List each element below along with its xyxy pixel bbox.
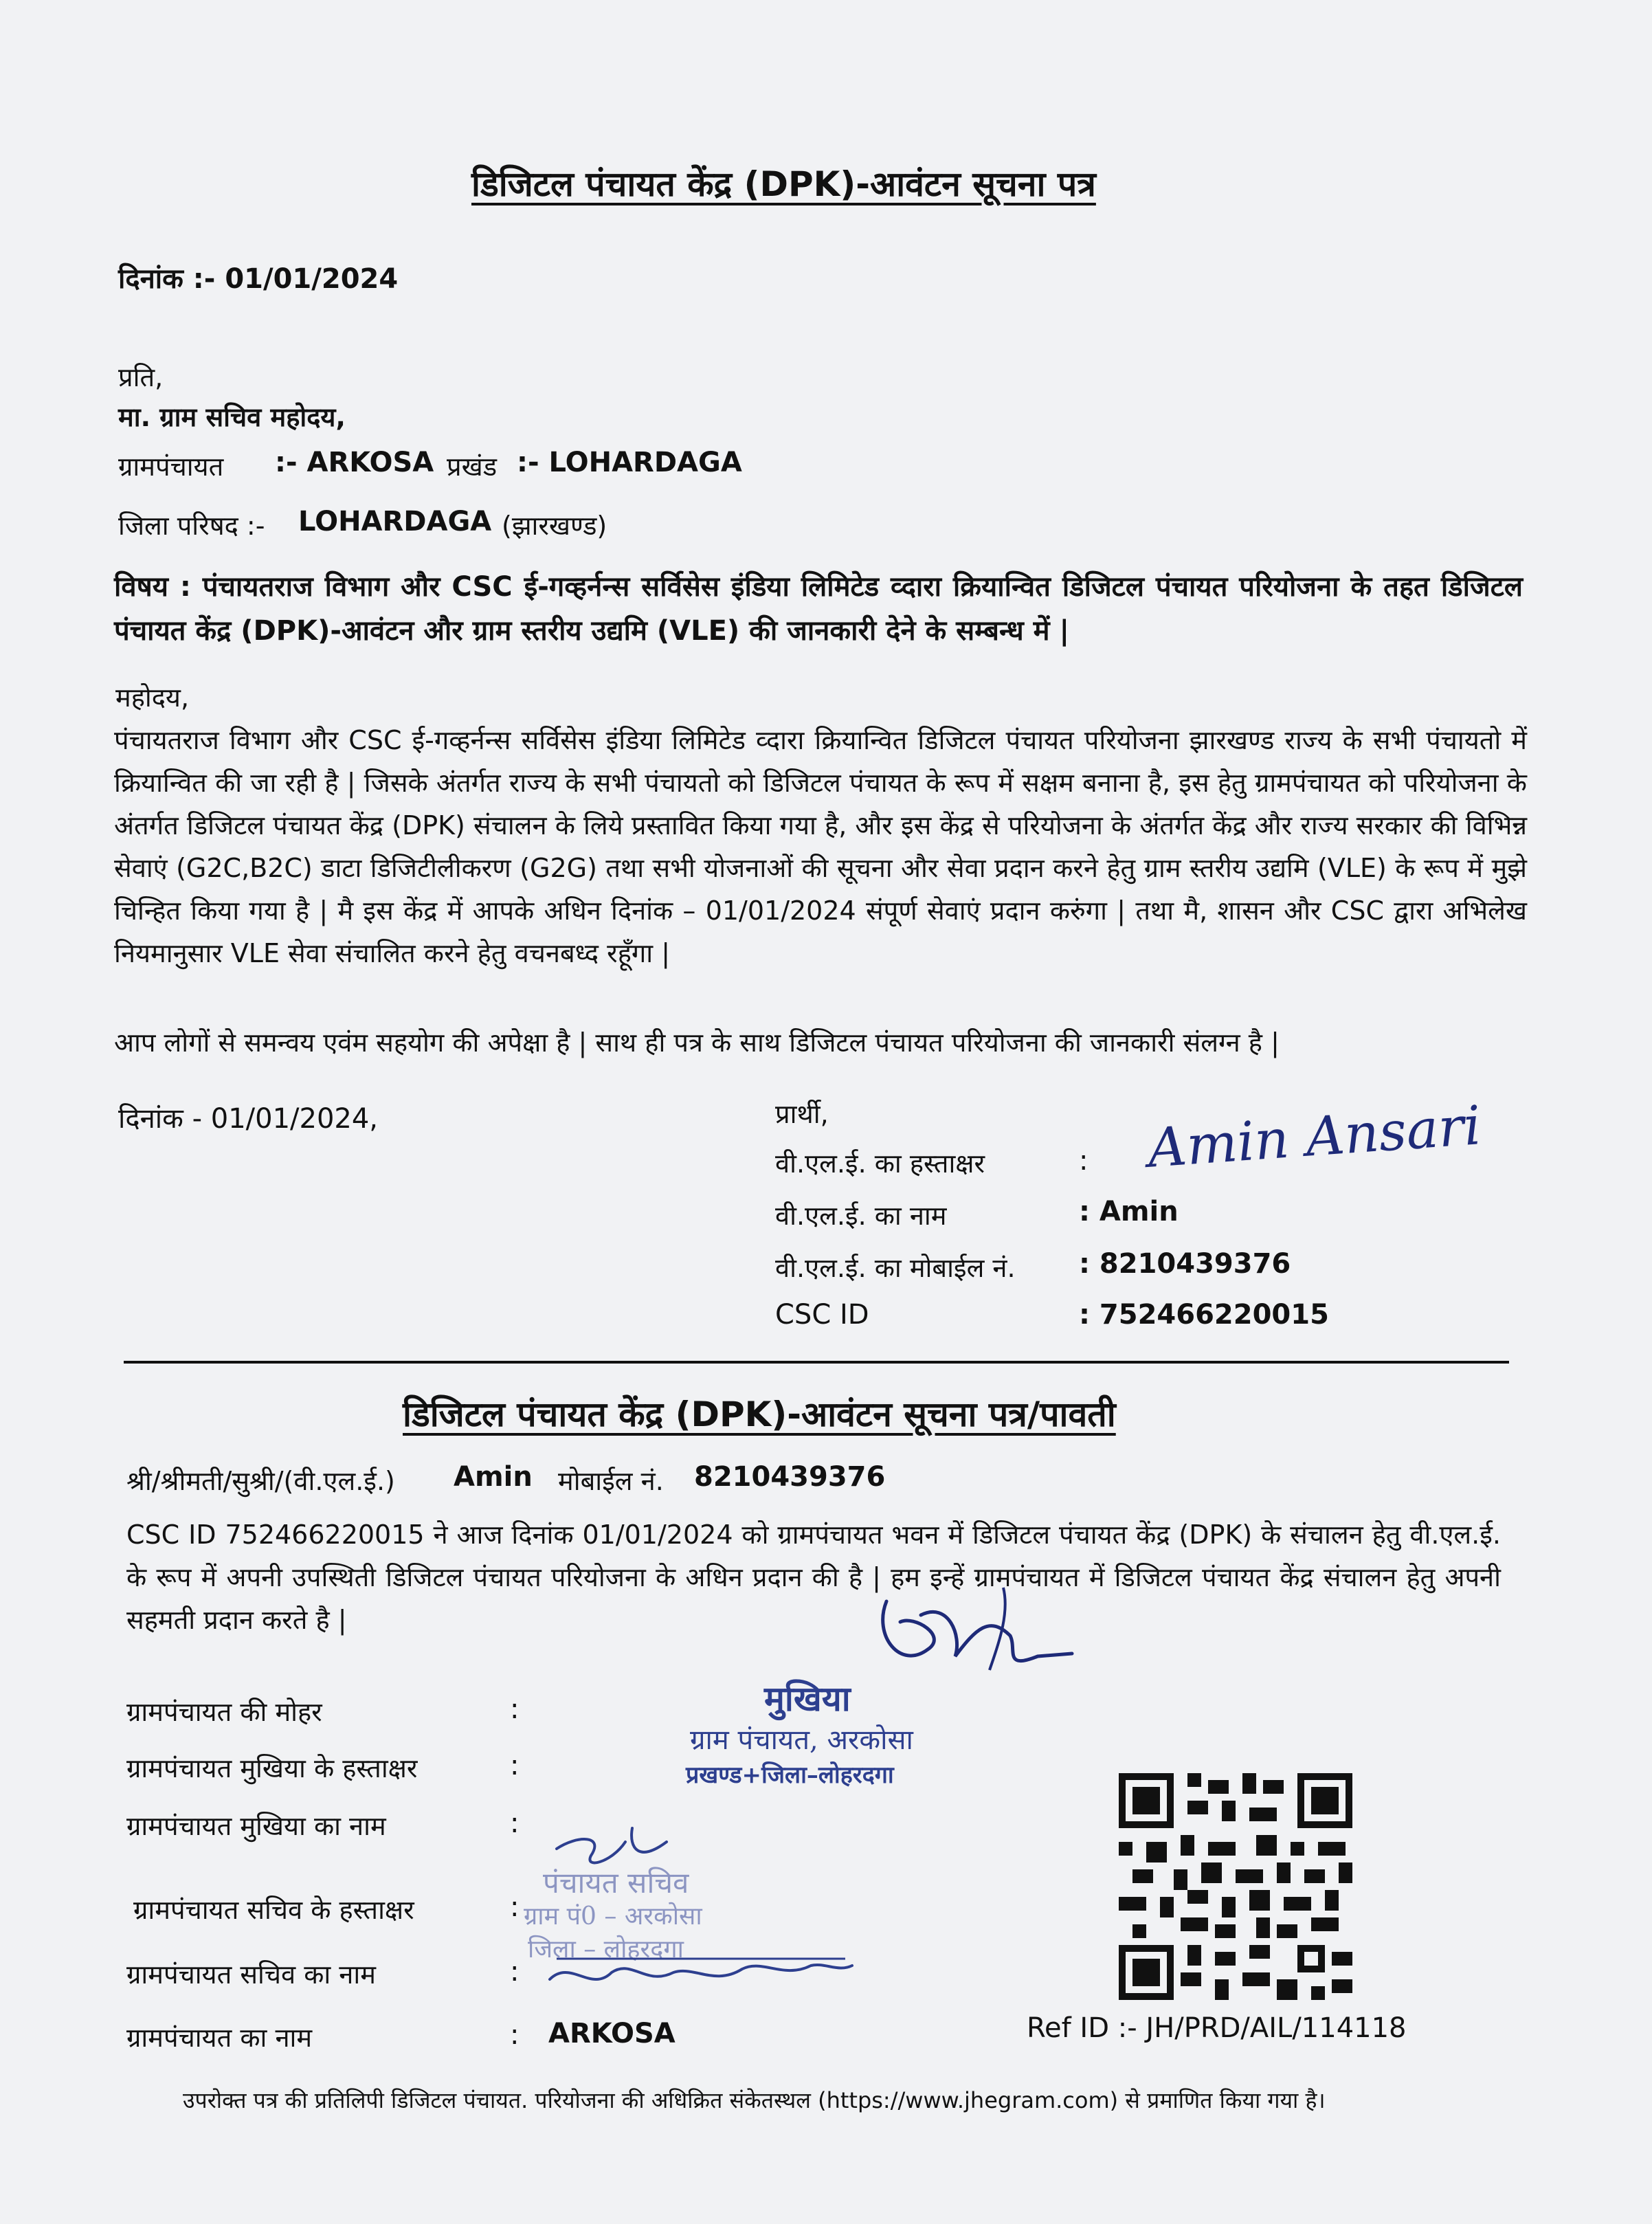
district-label: जिला परिषद :- bbox=[118, 511, 265, 541]
field-label: ग्रामपंचायत सचिव का नाम bbox=[126, 1959, 376, 1990]
csc-id-label: CSC ID bbox=[775, 1299, 869, 1331]
receipt-title: डिजिटल पंचायत केंद्र (DPK)-आवंटन सूचना पत्र/पावती bbox=[403, 1394, 1116, 1434]
stamp-line: ग्राम पंचायत, अरकोसा bbox=[690, 1724, 913, 1756]
letter-date: दिनांक :- 01/01/2024 bbox=[118, 263, 399, 295]
addressee: मा. ग्राम सचिव महोदय, bbox=[118, 402, 346, 432]
body-paragraph: पंचायतराज विभाग और CSC ई-गव्हर्नन्स सर्विसेस इंडिया लिमिटेड व्दारा क्रियान्वित डिजिटल पंचायत परियोजना झारखण्ड राज्य के सभी पंचायतो में क्रियान्वित की जा रही है | जिसके अंतर्गत राज्य के सभी पंचायतो को डिजिटल पंचायत के रूप में सक्षम बनाना है, इस हेतु ग्रामपंचायत को परियोजना के अंतर्गत डिजिटल पंचायत केंद्र (DPK) संचालन के लिये प्रस्तावित किया गया है, और इस केंद्र से परियोजना के अंतर्गत केंद्र और राज्य सरकार की विभिन्न सेवाएं (G2C,B2C) डाटा डिजिटीलीकरण (G2G) तथा सभी योजनाओं की सूचना और सेवा प्रदान करने हेतु ग्राम स्तरीय उद्यमि (VLE) के रूप में मुझे चिन्हित किया गया है | मै इस केंद्र में आपके अधिन दिनांक – 01/01/2024 संपूर्ण सेवाएं प्रदान करुंगा | तथा मै, शासन और CSC द्वारा अभिलेख नियमानुसार VLE सेवा संचालित करने हेतु वचनबध्द रहूँगा | bbox=[114, 725, 1527, 968]
section-divider bbox=[124, 1361, 1509, 1364]
state-label: (झारखण्ड) bbox=[502, 511, 607, 541]
csc-id-value: : 752466220015 bbox=[1079, 1299, 1329, 1331]
receipt-mobile: 8210439376 bbox=[694, 1461, 886, 1493]
vle-mobile-label: वी.एल.ई. का मोबाईल नं. bbox=[775, 1253, 1016, 1283]
field-colon: : bbox=[510, 1750, 520, 1781]
vle-sign-label: वी.एल.ई. का हस्ताक्षर bbox=[775, 1148, 985, 1179]
qr-code-icon bbox=[1119, 1773, 1352, 2000]
stamp-line: मुखिया bbox=[764, 1678, 851, 1719]
stamp-line: प्रखण्ड+जिला–लोहरदगा bbox=[686, 1761, 894, 1789]
stamp-line: पंचायत सचिव bbox=[543, 1866, 689, 1900]
district-value: LOHARDAGA bbox=[298, 506, 492, 537]
receipt-name: Amin bbox=[454, 1461, 533, 1493]
to-line: प्रति, bbox=[118, 362, 164, 392]
vle-name-value: : Amin bbox=[1079, 1196, 1179, 1227]
mukhiya-signature bbox=[873, 1574, 1079, 1677]
panchayat-value: :- ARKOSA bbox=[275, 447, 434, 478]
field-colon: : bbox=[510, 2019, 520, 2051]
ref-id: Ref ID :- JH/PRD/AIL/114118 bbox=[1027, 2012, 1407, 2044]
field-colon: : bbox=[510, 1891, 520, 1923]
receipt-prefix: श्री/श्रीमती/सुश्री/(वी.एल.ई.) bbox=[126, 1466, 395, 1496]
field-colon: : bbox=[510, 1808, 520, 1839]
document-title: डिजिटल पंचायत केंद्र (DPK)-आवंटन सूचना पत्र bbox=[471, 164, 1096, 204]
cooperation-line: आप लोगों से समन्वय एवंम सहयोग की अपेक्षा है | साथ ही पत्र के साथ डिजिटल पंचायत परियोजना की जानकारी संलग्न है | bbox=[114, 1027, 1280, 1058]
applicant-label: प्रार्थी, bbox=[775, 1099, 829, 1129]
stamp-line: जिला – लोहरदगा bbox=[528, 1935, 684, 1964]
field-colon: : bbox=[510, 1693, 520, 1725]
subject: विषय : पंचायतराज विभाग और CSC ई-गव्हर्नन्स सर्विसेस इंडिया लिमिटेड व्दारा क्रियान्वित डिजिटल पंचायत परियोजना के तहत डिजिटल पंचायत केंद्र (DPK)-आवंटन और ग्राम स्तरीय उद्यमि (VLE) की जानकारी देने के सम्बन्ध में | bbox=[114, 571, 1523, 647]
vle-name-label: वी.एल.ई. का नाम bbox=[775, 1201, 947, 1231]
field-label: ग्रामपंचायत की मोहर bbox=[126, 1697, 322, 1727]
field-label: ग्रामपंचायत सचिव के हस्ताक्षर bbox=[133, 1895, 414, 1925]
sign-date: दिनांक - 01/01/2024, bbox=[118, 1103, 379, 1135]
field-label: ग्रामपंचायत मुखिया के हस्ताक्षर bbox=[126, 1753, 418, 1783]
salutation: महोदय, bbox=[115, 682, 190, 713]
field-label: ग्रामपंचायत का नाम bbox=[126, 2023, 313, 2053]
footer-note: उपरोक्त पत्र की प्रतिलिपी डिजिटल पंचायत. परियोजना की अधिक्रित संकेतस्थल (https://www.jhegram.com) से प्रमाणित किया गया है। bbox=[183, 2087, 1326, 2113]
stamp-line: ग्राम पं0 – अरकोसा bbox=[524, 1902, 702, 1931]
panchayat-name-value: ARKOSA bbox=[548, 2018, 676, 2049]
vle-signature: Amin Ansari bbox=[1146, 1095, 1484, 1180]
sachiv-signature bbox=[543, 1945, 859, 2000]
block-label: प्रखंड bbox=[447, 452, 498, 482]
receipt-mobile-label: मोबाईल नं. bbox=[558, 1466, 664, 1496]
receipt-body: CSC ID 752466220015 ने आज दिनांक 01/01/2024 को ग्रामपंचायत भवन में डिजिटल पंचायत केंद्र (DPK) के संचालन हेतु वी.एल.ई. के रूप में अपनी उपस्थिती डिजिटल पंचायत परियोजना के अधिन प्रदान की है | हम इन्हें ग्रामपंचायत में डिजिटल पंचायत केंद्र संचालन हेतु अपनी सहमती प्रदान करते है | bbox=[126, 1520, 1501, 1635]
vle-mobile-value: : 8210439376 bbox=[1079, 1248, 1291, 1280]
vle-sign-colon: : bbox=[1079, 1145, 1089, 1177]
field-colon: : bbox=[510, 1956, 520, 1988]
panchayat-label: ग्रामपंचायत bbox=[118, 452, 224, 482]
block-value: :- LOHARDAGA bbox=[517, 447, 742, 478]
field-label: ग्रामपंचायत मुखिया का नाम bbox=[126, 1811, 386, 1841]
